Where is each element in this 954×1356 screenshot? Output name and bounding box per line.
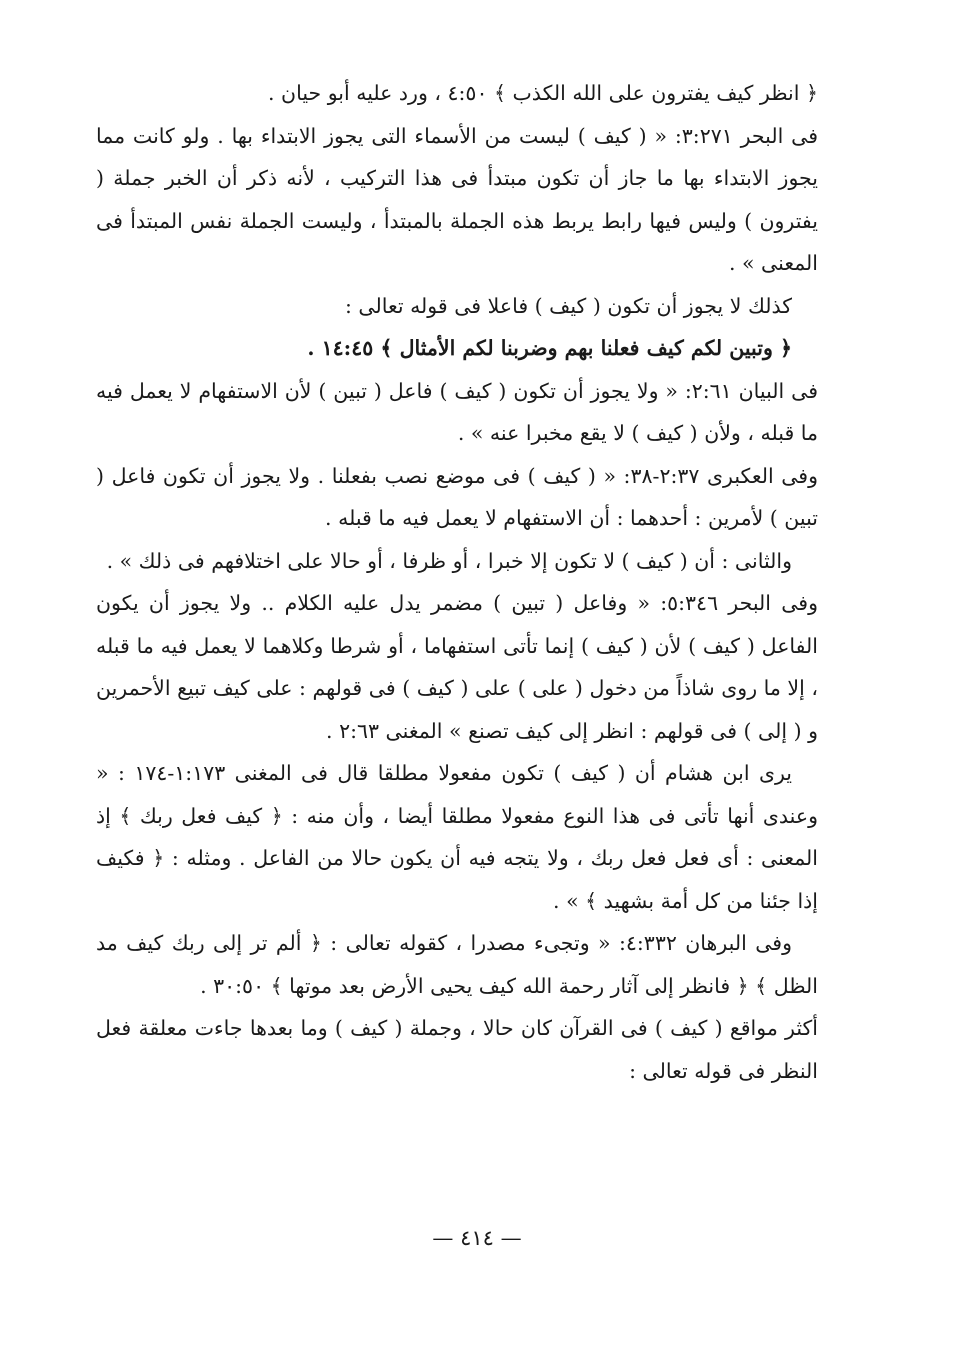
paragraph-ukbari-quote: وفى العكبرى ٢:٣٧-٣٨: « ( كيف ) فى موضع نصب بفعلنا . ولا يجوز أن تكون فاعل ( تبين ) لأمرين : أحدهما : أن الاستفهام لا يعمل فيه ما قبله .	[96, 463, 819, 530]
paragraph-bayan-quote: فى البيان ٢:٦١: « ولا يجوز أن تكون ( كيف ) فاعل ( تبين ) لأن الاستفهام لا يعمل فيه ما قبله ، ولأن ( كيف ) لا يقع مخبرا عنه » .	[96, 378, 818, 445]
paragraph-bahr-quote-2: وفى البحر ٥:٣٤٦: « وفاعل ( تبين ) مضمر يدل عليه الكلام .. ولا يجوز أن يكون الفاعل ( كيف ) لأن ( كيف ) إنما تأتى استفهاما ، أو شرطا وكلاهما لا يعمل فيه ما قبله ، إلا ما روى شاذاً من دخول ( على ) على ( كيف ) فى قولهم : على كيف تبيع الأحمرين و ( إلى ) فى قولهم : انظر إلى كيف تصنع » المغنى ٢:٦٣ .	[96, 591, 818, 743]
paragraph-verse-4-50: ﴿ انظر كيف يفترون على الله الكذب ﴾ ٤:٥٠ ، ورد عليه أبو حيان .	[268, 81, 818, 105]
paragraph-second-reason: والثانى : أن ( كيف ) لا تكون إلا خبرا ، أو ظرفا ، أو حالا على اختلافهم فى ذلك » .	[106, 548, 792, 573]
paragraph-ibn-hisham: يرى ابن هشام أن ( كيف ) تكون مفعولا مطلقا قال فى المغنى ١:١٧٣-١٧٤ : « وعندى أنها تأتى فى هذا النوع مفعولا مطلقا أيضا ، وأن منه : ﴿ كيف فعل ربك ﴾ إذ المعنى : أى فعل فعل ربك ، ولا يتجه فيه أن يكون حالا من الفاعل . ومثله : ﴿ فكيف إذا جئنا من كل أمة بشهيد ﴾ » .	[96, 761, 818, 913]
paragraph-verse-14-45: ﴿ وتبين لكم كيف فعلنا بهم وضربنا لكم الأمثال ﴾ ١٤:٤٥ .	[307, 336, 792, 360]
paragraph-kaif-not-subject: كذلك لا يجوز أن تكون ( كيف ) فاعلا فى قوله تعالى :	[344, 293, 792, 318]
paragraph-bahr-quote-1: فى البحر ٣:٢٧١: « ( كيف ) ليست من الأسماء التى يجوز الابتداء بها . ولو كانت مما يجوز الابتداء بها ما جاز أن تكون مبتدأ فى هذا التركيب ، لأنه ذكر أن الخبر جملة ( يفترون ) وليس فيها رابط يربط هذه الجملة بالمبتدأ ، وليست الجملة نفس المبتدأ فى المعنى » .	[96, 123, 819, 275]
paragraph-kaif-hal: أكثر مواقع ( كيف ) فى القرآن كان حالا ، وجملة ( كيف ) وما بعدها جاءت معلقة فعل النظر فى قوله تعالى :	[96, 1016, 818, 1083]
page-number: — ٤١٤ —	[432, 1226, 522, 1250]
page-body	[96, 72, 818, 1212]
paragraph-burhan-quote: وفى البرهان ٤:٣٣٢: « وتجىء مصدرا ، كقوله تعالى : ﴿ ألم تر إلى ربك كيف مد الظل ﴾ ﴿ فانظر إلى آثار رحمة الله كيف يحيى الأرض بعد موتها ﴾ ٣٠:٥٠ .	[96, 931, 818, 998]
